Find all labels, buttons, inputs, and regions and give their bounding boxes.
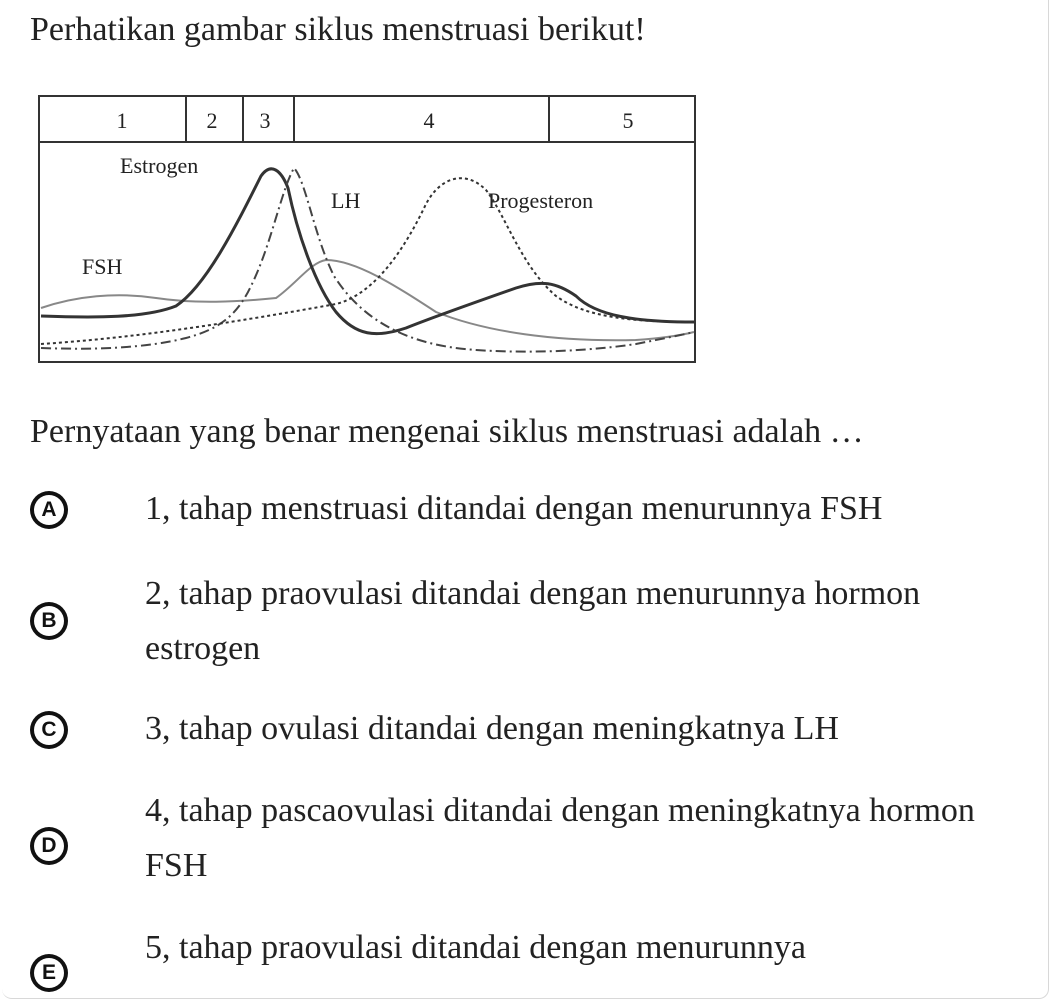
phase-label-2: 2	[206, 108, 218, 133]
menstrual-cycle-figure	[36, 86, 700, 368]
progesteron-label: Progesteron	[488, 188, 594, 213]
option-a-text: 1, tahap menstruasi ditandai dengan menurunnya FSH	[145, 490, 883, 527]
option-a-letter: A	[34, 495, 64, 525]
option-b-letter: B	[34, 606, 64, 636]
option-e-letter: E	[34, 958, 64, 988]
option-c-text: 3, tahap ovulasi ditandai dengan meningkatnya LH	[145, 710, 839, 747]
question-prompt: Pernyataan yang benar mengenai siklus menstruasi adalah …	[30, 413, 864, 450]
option-b-text: 2, tahap praovulasi ditandai dengan menurunnya hormon estrogen	[145, 575, 921, 667]
option-a-badge[interactable]	[30, 491, 68, 529]
phase-label-4: 4	[423, 108, 435, 133]
option-d-text: 4, tahap pascaovulasi ditandai dengan meningkatnya hormon FSH	[145, 792, 975, 884]
phase-label-5: 5	[622, 108, 634, 133]
hormone-chart	[36, 86, 700, 368]
option-b-badge[interactable]	[30, 602, 68, 640]
estrogen-label: Estrogen	[120, 153, 199, 178]
option-d-letter: D	[34, 831, 64, 861]
option-d-badge[interactable]	[30, 827, 68, 865]
fsh-label: FSH	[82, 254, 123, 279]
option-e-badge[interactable]	[30, 954, 68, 992]
phase-label-3: 3	[259, 108, 271, 133]
option-c-letter: C	[34, 715, 64, 745]
lh-label: LH	[331, 188, 361, 213]
option-e-text: 5, tahap praovulasi ditandai dengan menurunnya	[145, 929, 806, 966]
phase-header-band	[39, 96, 695, 142]
question-intro: Perhatikan gambar siklus menstruasi berikut!	[30, 11, 646, 48]
phase-label-1: 1	[116, 108, 128, 133]
option-c-badge[interactable]	[30, 711, 68, 749]
